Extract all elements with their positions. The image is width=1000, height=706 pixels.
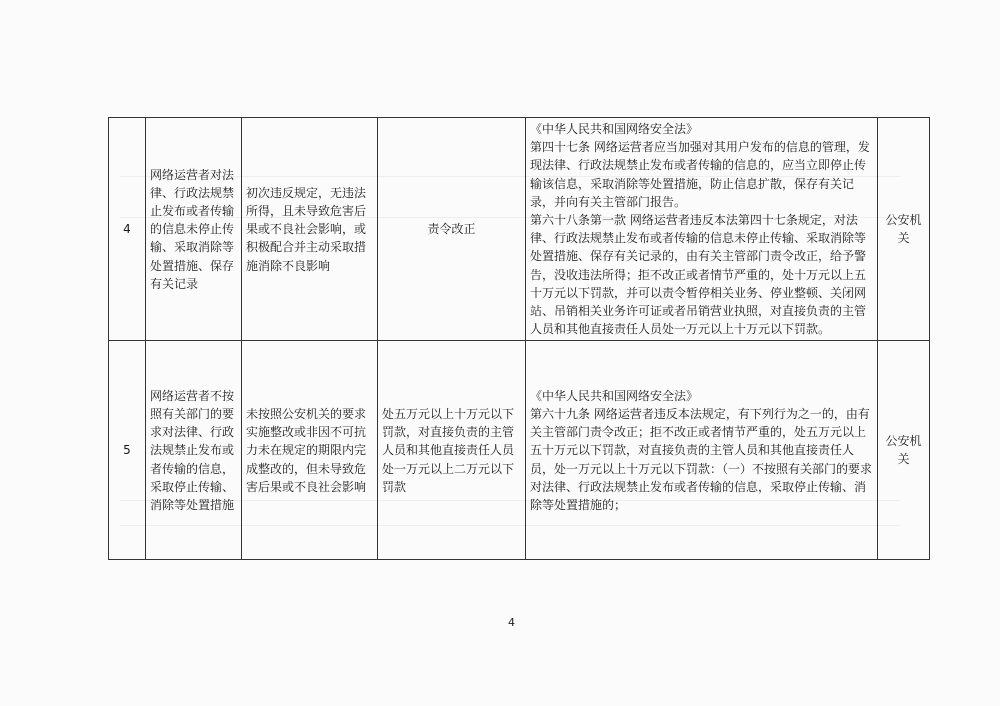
penalty: 处五万元以上十万元以下罚款，对直接负责的主管人员和其他直接责任人员处一万元以上二万元以下罚款 [378, 341, 526, 560]
violation-circumstance: 未按照公安机关的要求实施整改或非因不可抗力未在规定的期限内完成整改的，但未导致危害后果或不良社会影响 [242, 341, 378, 560]
row-number: 4 [109, 118, 146, 341]
law-article: 第六十八条第一款 网络运营者违反本法第四十七条规定，对法律、行政法规禁止发布或者传输的信息未停止传输、采取消除等处置措施、保存有关记录的，由有关主管部门责令改正，给予警告，没收违法所得；拒不改正或者情节严重的，处十万元以上五十万元以下罚款，并可以责令暂停相关业务、停业整顿、关闭网站、吊销相关业务许可证或者吊销营业执照，对直接负责的主管人员和其他直接责任人员处一万元以上十万元以下罚款。 [530, 213, 867, 337]
violation-behavior: 网络运营者不按照有关部门的要求对法律、行政法规禁止发布或者传输的信息，采取停止传输、消除等处置措施 [146, 341, 242, 560]
law-title: 《中华人民共和国网络安全法》 [530, 388, 699, 403]
law-title: 《中华人民共和国网络安全法》 [530, 122, 699, 136]
row-number: 5 [109, 341, 146, 560]
legal-basis [526, 341, 878, 560]
legal-basis [526, 118, 878, 341]
penalty-table [108, 117, 930, 560]
law-article: 第四十七条 网络运营者应当加强对其用户发布的信息的管理，发现法律、行政法规禁止发布或者传输的信息的，应当立即停止传输该信息，采取消除等处置措施，防止信息扩散，保存有关记录，并向有关主管部门报告。 [530, 140, 870, 209]
violation-circumstance: 初次违反规定，无违法所得，且未导致危害后果或不良社会影响，或积极配合并主动采取措施消除不良影响 [242, 118, 378, 341]
enforcement-department: 公安机关 [878, 118, 930, 341]
table-row [109, 341, 930, 560]
violation-behavior: 网络运营者对法律、行政法规禁止发布或者传输的信息未停止传输、采取消除等处置措施、保存有关记录 [146, 118, 242, 341]
law-article: 第六十九条 网络运营者违反本法规定，有下列行为之一的，由有关主管部门责令改正；拒不改正或者情节严重的，处五万元以上五十万元以下罚款，对直接负责的主管人员和其他直接责任人员，处一万元以上十万元以下罚款：（一）不按照有关部门的要求对法律、行政法规禁止发布或者传输的信息，采取停止传输、消除等处置措施的； [530, 406, 873, 512]
penalty: 责令改正 [378, 118, 526, 341]
page-number: 4 [508, 616, 515, 629]
table-row [109, 118, 930, 341]
enforcement-department: 公安机关 [878, 341, 930, 560]
